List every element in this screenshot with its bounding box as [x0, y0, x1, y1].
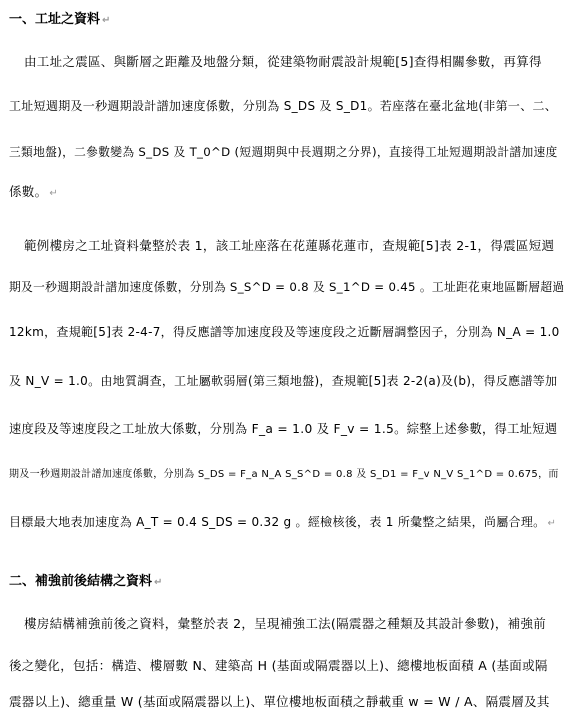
- return-mark-icon: ↵: [102, 15, 111, 26]
- return-mark-icon: ↵: [49, 188, 59, 199]
- paragraph-line: 由工址之震區、與斷層之距離及地盤分類，從建築物耐震設計規範[5]查得相關參數，再算得: [24, 54, 542, 69]
- paragraph-line: 目標最大地表加速度為 A_T = 0.4 S_DS = 0.32 g 。經檢核後，表 1 所彙整之結果，尚屬合理。 ↵: [9, 515, 557, 529]
- section-heading-structure-data: 二、補強前後結構之資料 ↵: [9, 574, 163, 589]
- paragraph-line: 範例樓房之工址資料彙整於表 1，該工址座落在花蓮縣花蓮市，查規範[5]表 2-1，得震區短週: [24, 238, 555, 253]
- paragraph-line: 三類地盤)，二參數變為 S_DS 及 T_0^D (短週期與中長週期之分界)，直接得工址短週期設計譜加速度: [9, 145, 558, 159]
- section-heading-site-data: 一、工址之資料 ↵: [9, 12, 111, 27]
- paragraph-line: 震器以上)、總重量 W (基面或隔震器以上)、單位樓地板面積之靜載重 w = W / A、隔震層及其: [9, 694, 550, 709]
- paragraph-line: 期及一秒週期設計譜加速度係數，分別為 S_DS = F_a N_A S_S^D = 0.8 及 S_D1 = F_v N_V S_1^D = 0.675，而: [9, 469, 559, 480]
- paragraph-line: 期及一秒週期設計譜加速度係數，分別為 S_S^D = 0.8 及 S_1^D = 0.45 。工址距花東地區斷層超過: [9, 280, 565, 294]
- paragraph-line: 係數。 ↵: [9, 184, 59, 199]
- paragraph-line: 工址短週期及一秒週期設計譜加速度係數，分別為 S_DS 及 S_D1。若座落在臺北盆地(非第一、二、: [9, 99, 558, 113]
- paragraph-line: 速度段及等速度段之工址放大係數，分別為 F_a = 1.0 及 F_v = 1.5。綜整上述參數，得工址短週: [9, 422, 558, 436]
- paragraph-line: 12km，查規範[5]表 2-4-7，得反應譜等加速度段及等速度段之近斷層調整因子，分別為 N_A = 1.0: [9, 325, 560, 339]
- paragraph-line: 及 N_V = 1.0。由地質調查，工址屬軟弱層(第三類地盤)，查規範[5]表 2-2(a)及(b)，得反應譜等加: [9, 374, 558, 388]
- paragraph-line: 後之變化，包括：構造、樓層數 N、建築高 H (基面或隔震器以上)、總樓地板面積 A (基面或隔: [9, 658, 548, 673]
- return-mark-icon: ↵: [154, 577, 163, 588]
- return-mark-icon: ↵: [547, 518, 557, 529]
- paragraph-line: 樓房結構補強前後之資料，彙整於表 2，呈現補強工法(隔震器之種類及其設計參數)，補強前: [24, 616, 547, 631]
